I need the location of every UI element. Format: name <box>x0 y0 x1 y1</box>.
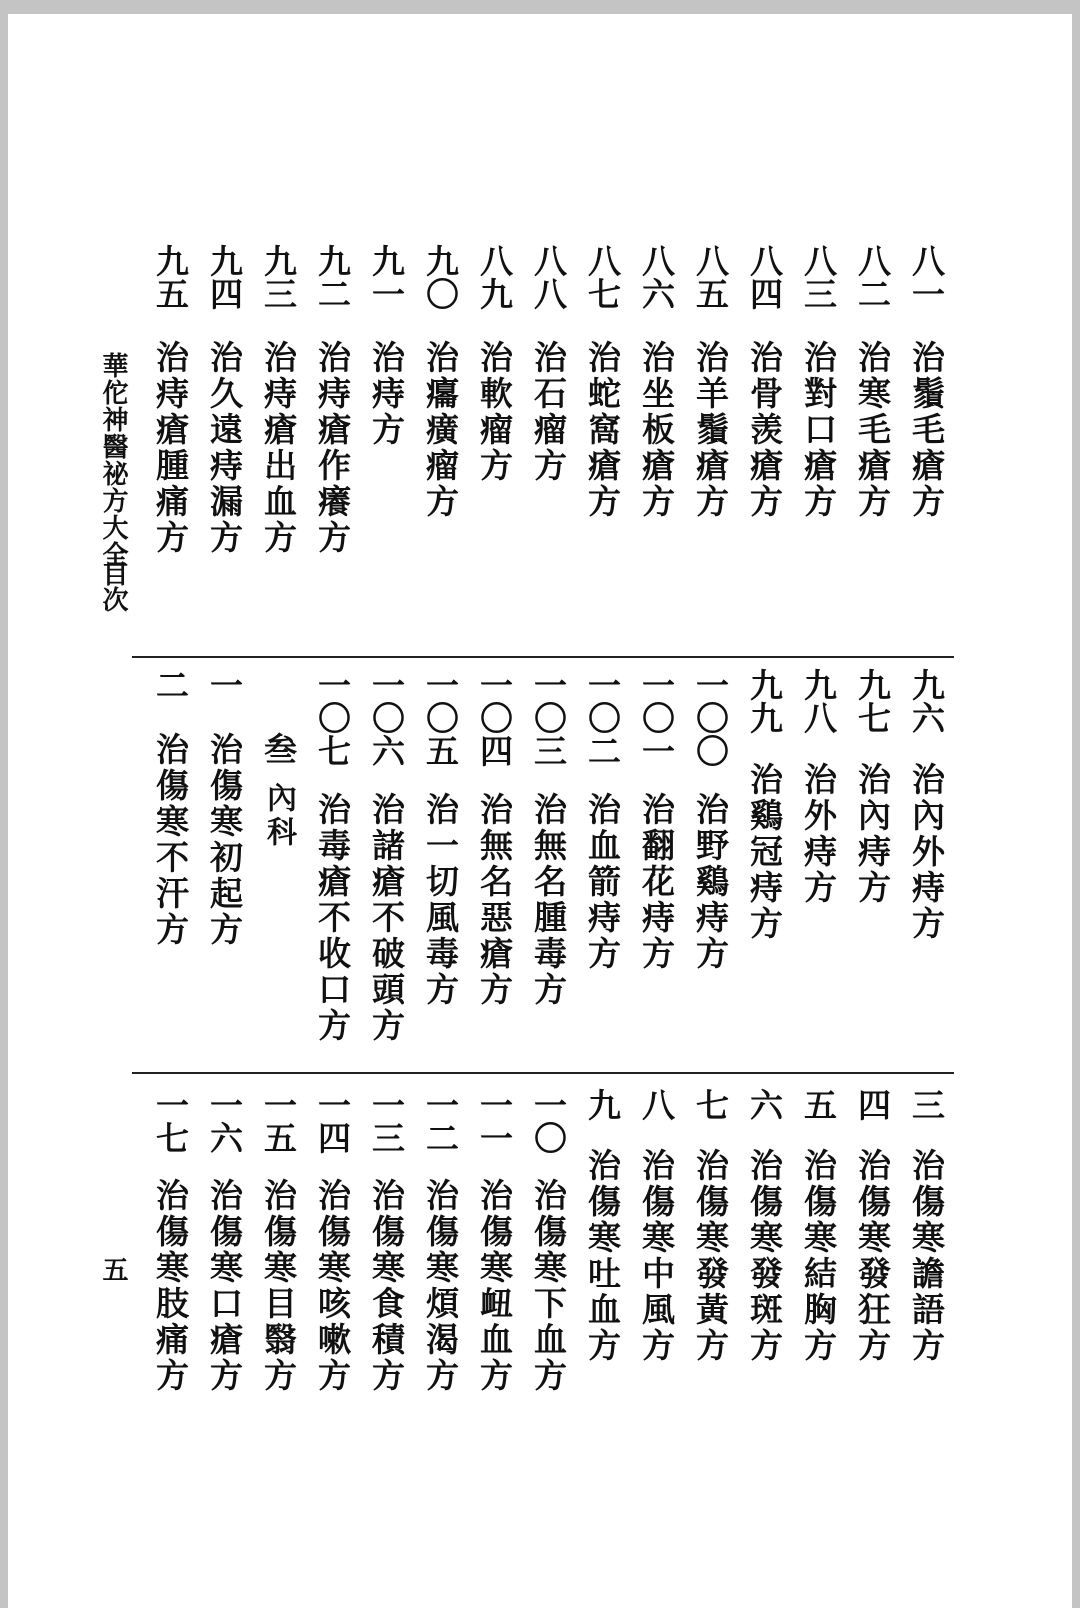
entry-title: 治傷寒肢痛方 <box>151 1178 190 1394</box>
entry-title: 治無名惡瘡方 <box>475 792 514 1008</box>
section-label: 目次 <box>98 560 128 612</box>
entry-number: 九三 <box>259 244 298 310</box>
entry-number: 九五 <box>151 244 190 310</box>
book-title: 華佗神醫祕方大全 <box>98 352 128 568</box>
book-page <box>8 14 1072 1608</box>
entry-number: 一〇五 <box>421 668 460 767</box>
entry-number: 一五 <box>259 1088 298 1154</box>
entry-title: 治翻花痔方 <box>637 792 676 972</box>
entry-title: 治羊鬚瘡方 <box>691 340 730 520</box>
entry-number: 一四 <box>313 1088 352 1154</box>
entry-title: 治癟癀瘤方 <box>421 340 460 520</box>
entry-title: 治石瘤方 <box>529 340 568 484</box>
entry-number: 九六 <box>907 668 946 734</box>
entry-title: 治傷寒譫語方 <box>907 1148 946 1364</box>
entry-number: 八八 <box>529 244 568 310</box>
entry-title: 治痔瘡作癢方 <box>313 340 352 556</box>
entry-title: 治痔瘡腫痛方 <box>151 340 190 556</box>
entry-title: 治內外痔方 <box>907 762 946 942</box>
entry-title: 治傷寒發黃方 <box>691 1148 730 1364</box>
entry-number: 八一 <box>907 244 946 310</box>
entry-number: 五 <box>799 1088 838 1121</box>
entry-number: 一二 <box>421 1088 460 1154</box>
entry-title: 治骨羡瘡方 <box>745 340 784 520</box>
entry-title: 治痔方 <box>367 340 406 448</box>
entry-number: 一〇三 <box>529 668 568 767</box>
entry-title: 治血箭痔方 <box>583 792 622 972</box>
entry-number: 一〇六 <box>367 668 406 767</box>
entry-number: 九〇 <box>421 244 460 310</box>
entry-title: 治內痔方 <box>853 762 892 906</box>
entry-number: 九八 <box>799 668 838 734</box>
entry-number: 一〇四 <box>475 668 514 767</box>
entry-number: 四 <box>853 1088 892 1121</box>
entry-title: 治無名腫毒方 <box>529 792 568 1008</box>
entry-number: 六 <box>745 1088 784 1121</box>
entry-title: 治野鷄痔方 <box>691 792 730 972</box>
section-number: 叁 <box>259 732 298 765</box>
entry-title: 治傷寒口瘡方 <box>205 1178 244 1394</box>
entry-number: 一三 <box>367 1088 406 1154</box>
entry-number: 八四 <box>745 244 784 310</box>
entry-number: 一〇二 <box>583 668 622 767</box>
entry-title: 治毒瘡不收口方 <box>313 792 352 1044</box>
entry-number: 八 <box>637 1088 676 1121</box>
entry-title: 治傷寒目翳方 <box>259 1178 298 1394</box>
divider-rule <box>132 1072 954 1074</box>
entry-number: 九四 <box>205 244 244 310</box>
entry-title: 治傷寒吐血方 <box>583 1148 622 1364</box>
entry-title: 治傷寒發狂方 <box>853 1148 892 1364</box>
entry-number: 八五 <box>691 244 730 310</box>
entry-number: 九 <box>583 1088 622 1121</box>
entry-number: 二 <box>151 668 190 701</box>
entry-title: 治傷寒咳嗽方 <box>313 1178 352 1394</box>
entry-number: 八九 <box>475 244 514 310</box>
entry-title: 治傷寒中風方 <box>637 1148 676 1364</box>
entry-number: 一 <box>205 668 244 701</box>
entry-number: 一六 <box>205 1088 244 1154</box>
entry-title: 治諸瘡不破頭方 <box>367 792 406 1044</box>
entry-number: 九二 <box>313 244 352 310</box>
entry-title: 治坐板瘡方 <box>637 340 676 520</box>
divider-rule <box>132 656 954 658</box>
entry-number: 八二 <box>853 244 892 310</box>
entry-title: 治傷寒結胸方 <box>799 1148 838 1364</box>
entry-title: 治鷄冠痔方 <box>745 762 784 942</box>
entry-title: 治鬚毛瘡方 <box>907 340 946 520</box>
entry-number: 八七 <box>583 244 622 310</box>
entry-number: 一〇 <box>529 1088 568 1154</box>
entry-number: 一〇一 <box>637 668 676 767</box>
entry-title: 治對口瘡方 <box>799 340 838 520</box>
entry-number: 八六 <box>637 244 676 310</box>
entry-number: 一一 <box>475 1088 514 1154</box>
entry-number: 一七 <box>151 1088 190 1154</box>
entry-title: 治傷寒發斑方 <box>745 1148 784 1364</box>
entry-title: 治軟瘤方 <box>475 340 514 484</box>
entry-title: 治一切風毒方 <box>421 792 460 1008</box>
entry-title: 治傷寒初起方 <box>205 732 244 948</box>
page-number: 五 <box>98 1256 128 1282</box>
entry-number: 九九 <box>745 668 784 734</box>
entry-title: 治久遠痔漏方 <box>205 340 244 556</box>
entry-title: 治傷寒食積方 <box>367 1178 406 1394</box>
entry-number: 一〇〇 <box>691 668 730 767</box>
entry-number: 一〇七 <box>313 668 352 767</box>
entry-number: 八三 <box>799 244 838 310</box>
entry-title: 治寒毛瘡方 <box>853 340 892 520</box>
entry-number: 三 <box>907 1088 946 1121</box>
section-title: 內科 <box>261 782 296 850</box>
entry-title: 治外痔方 <box>799 762 838 906</box>
entry-title: 治痔瘡出血方 <box>259 340 298 556</box>
entry-title: 治傷寒不汗方 <box>151 732 190 948</box>
entry-title: 治傷寒衄血方 <box>475 1178 514 1394</box>
entry-title: 治傷寒煩渴方 <box>421 1178 460 1394</box>
entry-number: 九一 <box>367 244 406 310</box>
entry-title: 治蛇窩瘡方 <box>583 340 622 520</box>
entry-number: 九七 <box>853 668 892 734</box>
entry-number: 七 <box>691 1088 730 1121</box>
entry-title: 治傷寒下血方 <box>529 1178 568 1394</box>
